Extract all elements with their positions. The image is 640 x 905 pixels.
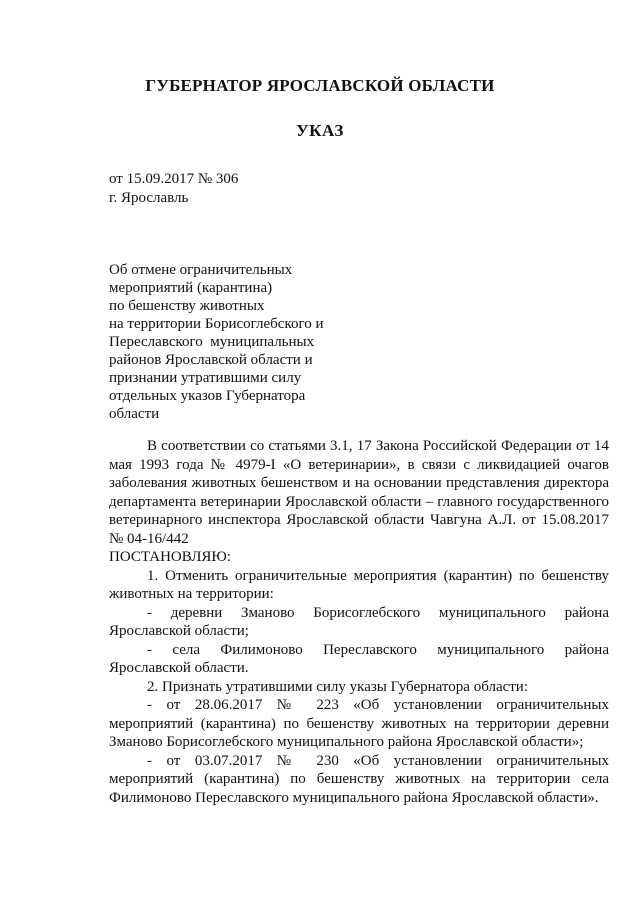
subject-line: области xyxy=(109,406,160,422)
authority-title: ГУБЕРНАТОР ЯРОСЛАВСКОЙ ОБЛАСТИ xyxy=(145,76,495,95)
item-1: 1. Отменить ограничительные мероприятия (карантин) по бешенству животных на территории: xyxy=(109,567,609,602)
subject-line: Об отмене ограничительных xyxy=(109,262,293,278)
subject-line: по бешенству животных xyxy=(109,298,265,314)
resolve-heading: ПОСТАНОВЛЯЮ: xyxy=(109,549,231,565)
item-2-b: - от 03.07.2017 № 230 «Об установлении ограничительных мероприятий (карантина) по бешенству животных на территории села Филимоново Переславского муниципального района Ярославской области». xyxy=(109,752,609,806)
document-subject xyxy=(109,261,369,423)
city: г. Ярославль xyxy=(109,190,189,206)
item-2-a: - от 28.06.2017 № 223 «Об установлении ограничительных мероприятий (карантина) по бешенству животных на территории деревни Зманово Борисоглебского муниципального района Ярославской области»; xyxy=(109,697,609,750)
subject-line: отдельных указов Губернатора xyxy=(109,388,306,404)
subject-line: на территории Борисоглебского и xyxy=(109,316,324,332)
item-1-a: - деревни Зманово Борисоглебского муниципального района Ярославской области; xyxy=(109,604,609,639)
subject-line: признании утратившими силу xyxy=(109,370,302,386)
document-body xyxy=(109,437,609,807)
subject-line: районов Ярославской области и xyxy=(109,352,313,368)
document-meta xyxy=(109,170,238,208)
subject-line: мероприятий (карантина) xyxy=(109,280,273,296)
date-number: от 15.09.2017 № 306 xyxy=(109,171,239,187)
item-1-b: - села Филимоново Переславского муниципального района Ярославской области. xyxy=(109,641,609,676)
document-type-title: УКАЗ xyxy=(296,121,344,140)
subject-line: Переславского муниципальных xyxy=(109,334,315,350)
preamble-paragraph: В соответствии со статьями 3.1, 17 Закона Российской Федерации от 14 мая 1993 года № 4979-I «О ветеринарии», в связи с ликвидацией очагов заболевания животных бешенством и на основании представления директора департамента ветеринарии Ярославской области – главного государственного ветеринарного инспектора Ярославской области Чавгуна А.Л. от 15.08.2017 № 04-16/442 xyxy=(109,438,609,547)
item-2: 2. Признать утратившими силу указы Губернатора области: xyxy=(147,678,529,695)
